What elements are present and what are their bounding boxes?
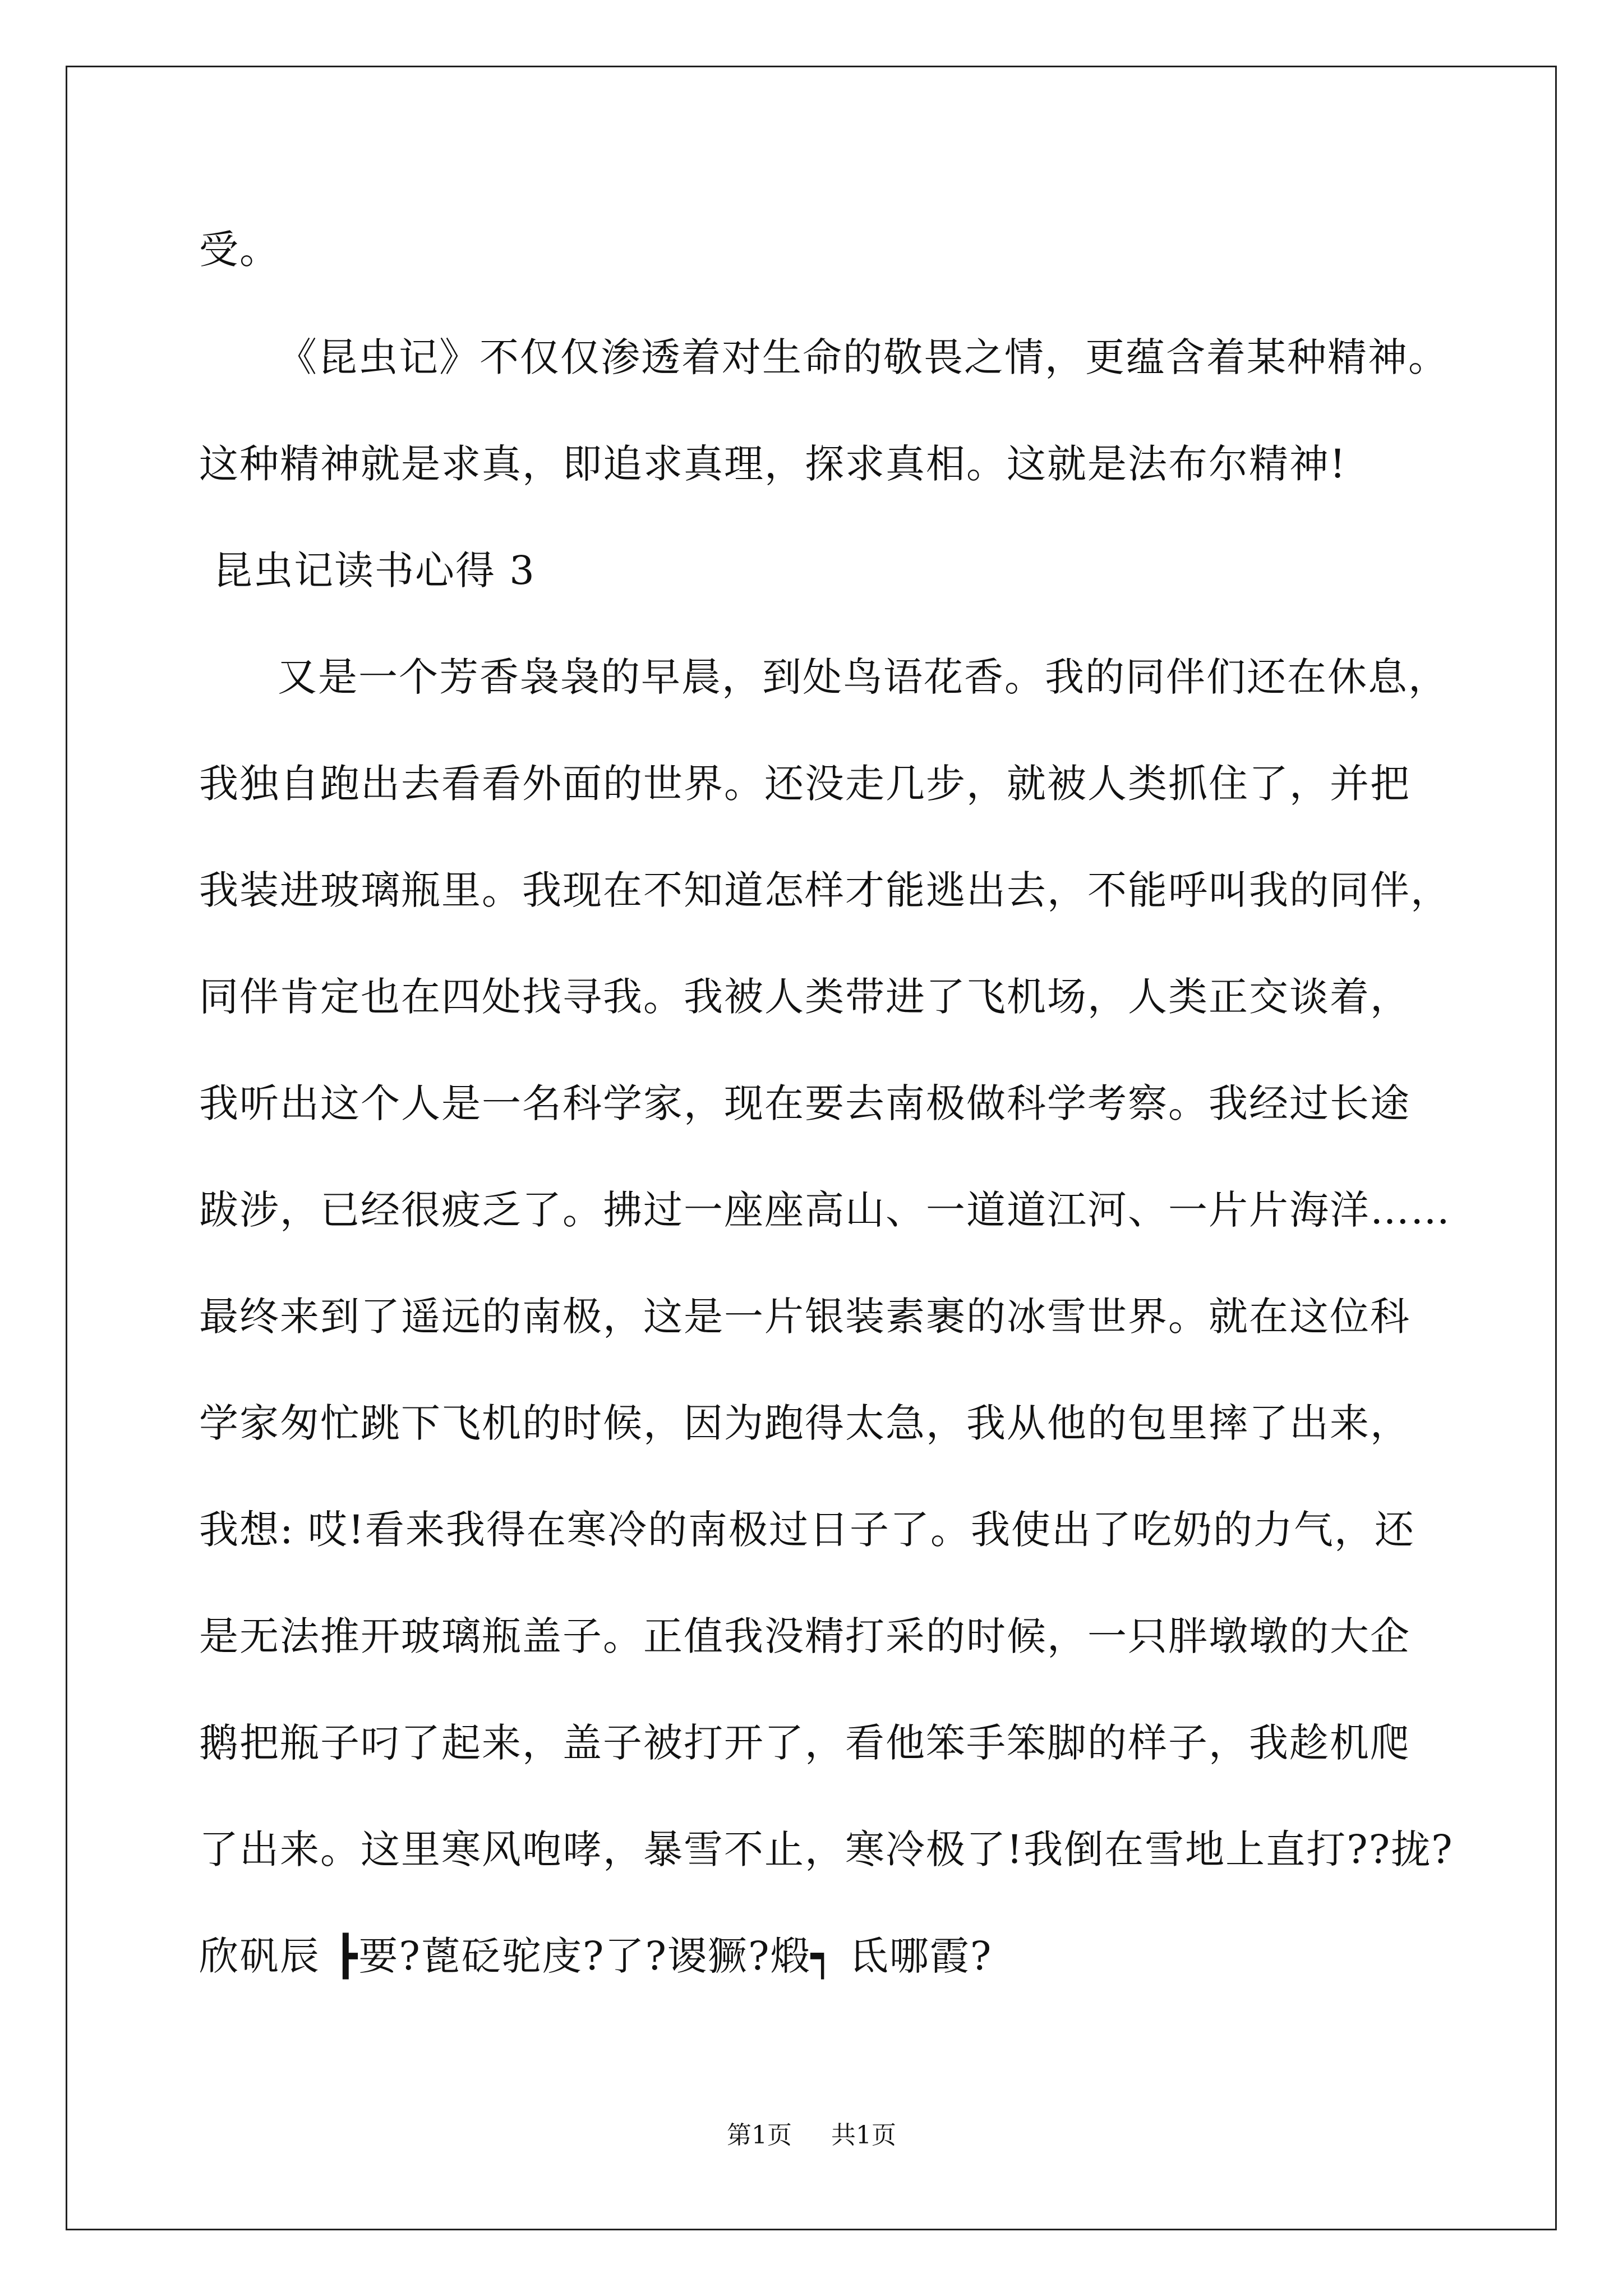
text-line-5: 又是一个芳香袅袅的早晨，到处鸟语花香。我的同伴们还在休息， (278, 654, 1449, 700)
text-line-13: 我想: 哎!看来我得在寒冷的南极过日子了。我使出了吃奶的力气，还 (199, 1507, 1415, 1553)
text-line-8: 同伴肯定也在四处找寻我。我被人类带进了飞机场，人类正交谈着， (199, 974, 1410, 1020)
text-line-9: 我听出这个人是一名科学家，现在要去南极做科学考察。我经过长途 (199, 1080, 1410, 1126)
text-line-1: 受。 (199, 227, 280, 273)
page-border (66, 66, 1557, 2230)
text-line-15: 鹅把瓶子叼了起来，盖子被打开了，看他笨手笨脚的样子，我趁机爬 (199, 1720, 1410, 1766)
text-line-17: 欣矾辰 ┣要?蓖砭驼庋?了?谡獗?煅┑ 氐哪霞? (199, 1933, 993, 1979)
page-total: 共1页 (831, 2121, 896, 2150)
page-number: 第1页 (727, 2121, 792, 2150)
text-line-12: 学家匆忙跳下飞机的时候，因为跑得太急，我从他的包里摔了出来， (199, 1400, 1410, 1446)
text-line-14: 是无法推开玻璃瓶盖子。正值我没精打采的时候，一只胖墩墩的大企 (199, 1613, 1410, 1659)
text-line-16: 了出来。这里寒风咆哮，暴雪不止，寒冷极了!我倒在雪地上直打??拢? (199, 1826, 1454, 1872)
text-line-3: 这种精神就是求真，即追求真理，探求真相。这就是法布尔精神! (199, 441, 1347, 487)
page-footer (0, 2123, 1623, 2148)
text-line-6: 我独自跑出去看看外面的世界。还没走几步，就被人类抓住了，并把 (199, 761, 1410, 807)
text-line-2: 《昆虫记》不仅仅渗透着对生命的敬畏之情，更蕴含着某种精神。 (278, 334, 1449, 380)
section-heading: 昆虫记读书心得 3 (213, 547, 536, 593)
text-line-11: 最终来到了遥远的南极，这是一片银装素裹的冰雪世界。就在这位科 (199, 1294, 1410, 1340)
text-line-7: 我装进玻璃瓶里。我现在不知道怎样才能逃出去，不能呼叫我的同伴， (199, 867, 1451, 913)
text-line-10: 跋涉，已经很疲乏了。拂过一座座高山、一道道江河、一片片海洋…… (199, 1187, 1451, 1233)
